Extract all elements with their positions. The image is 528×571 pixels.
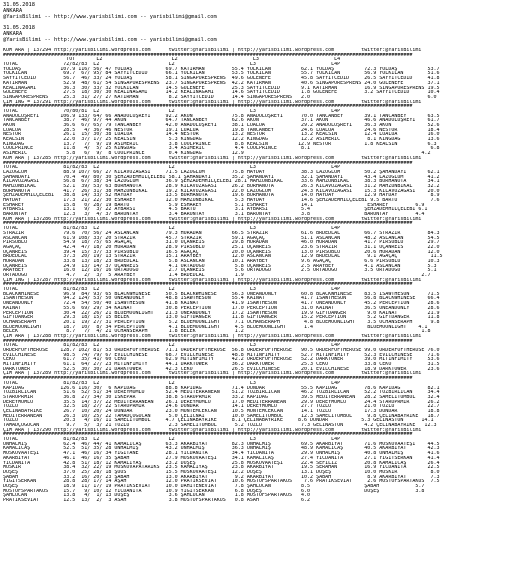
table-row: TOTAL 81/82/83 L2 L2 L3 L4P — [3, 287, 341, 292]
table-row: HAYDAY 17.3 21/ 22/ 30 ESHAREY 12.0 MAHZUNBİKAL 5.3 HAYDAY 14.6 ŞEHZADEMHİLÇELEBİ 9.5 BARTU 7.6 — [3, 198, 440, 203]
race-table-cim-ara-2 — [3, 371, 525, 427]
separator-line: ######################################################################################################################################## — [3, 338, 413, 344]
table-row: TOTAL 81/82/83 L2 L2 L3 L4P — [3, 343, 341, 348]
table-row: ŞAHLUCAN 13.8 4/ 1/ 13 DÜŞEŞ 3.6 ŞAHLUCAN 1.8 MOSTOFSPARTAKUS 4.0 — [3, 493, 311, 498]
separator-line: ######################################################################################################################################## — [3, 160, 413, 166]
table-row: TOTAL 81/82/83 L2 L2 L3 L4P — [3, 437, 341, 442]
table-row: TOTAL 70/80/81 L2 L2 L3 L4P — [3, 108, 341, 114]
separator-line: ######################################################################################################################################## — [3, 282, 413, 288]
table-row: KILAVUZAĞASI 56.8 67/ 38/ 34 LAZOĞLUM 36.9 ŞEHZADEMHİLÇELEBİ 28.1 MAHZUNBİKAL 33.6 MAHZUNBİKAL 38.3 BURHANOTA 34.1 — [3, 179, 440, 184]
table-row: MOSTOFSPARTAKUS 15.7 9/ 10/ 12 YİCDANİTA 10.9 YİĞİTSERKAN 6.8 DÜŞEŞ 6.0 DÜŞEŞ 3.8 — [3, 488, 425, 494]
table-row: BRDEDLAL 37.3 20/ 19/ 13 STRAZİR 15.1 ARAYBEY 12.0 ASLANCAN 12.9 BRDEDLAL 9.1 AĞAÇAÇ 11.5 — [3, 254, 443, 259]
table-row: TOTAL 81/82/83 L2 L2 L3 L4P — [3, 380, 341, 386]
table-row: YOLKILAN 69.7 67/ 95/ 84 SAYYİTCEDİD 66.1 YOLKILAN 53.5 YOLKILAN 55.7 YOLKILAN 56.9 YOLKILAN 51.6 — [3, 71, 440, 77]
race-header-line: KUM ARA | 137285 http://yarisbilimi.wordpress.com twitter:@YarisBilimi | http://yarisbilimi.wordpress.com twitter:@YarisBilimi — [3, 155, 422, 161]
race-header-line: ÇİM ARA | 137288 http://yarisbilimi.wordpress.com twitter:@YarisBilimi | http://yarisbilimi.wordpress.com twitter:@YarisBilimi — [3, 333, 422, 339]
table-row: BURHANOTA 41.7 26/ 31/ 38 MAHZUNBİKAL 19.2 KILAVUZAĞASI 22.0 LAZOĞLUM 24.3 KILAVUZAĞASI 15.3 KILAVUZAĞASI 20.0 — [3, 188, 440, 194]
table-row: COOLPRINCE 11.8 4/ 5/ 25 KINGDAĞ 3.4 ASİMERİC 4.4 COOLPRINCE 8.1 6.8 — [3, 146, 440, 152]
table-row: ONEANDONLY 72.4 54/ 50/ 40 ISAWTHESUN 41.8 KAINAT 41.9 ISAWTHESUN 41.7 ONEANDONLY 45.2 PERCEPTION 28.6 — [3, 301, 440, 306]
table-row: MİTİNFIMITY 61.1 64/ 27/ 23 MİTİNFIMITY 44.1 DARKTOWER 36.2 DARKTOWER 25.3 CEKO 33.8 CEKO 31.5 — [3, 362, 440, 367]
table-row: ORTADOĞU 4.7 2/ 3/ 5 ARAYBEY 1.4 BRDEDLAL 1.9 2.7 — [3, 273, 431, 278]
table-row: DÜŞEŞ 37.0 25/ 28/ 18 ŞUUS 15.5 MOSKOVAATEŞİ 12.2 DÜŞEŞ 13.1 DÜŞEŞ 10.0 MUSKİR 8.0 — [3, 469, 440, 475]
table-row: AĞAÇAÇ 42.4 47/ 18/ 20 HURADAN 28.9 PİRSUBLU 25.1 UÇANREİS 23.6 STRAZİR 31.1 UÇANREİS 22.0 — [3, 244, 440, 250]
table-row: TOZBİRLİCAN 51.6 52/ 51/ 34 DEREYMUMLU 52.4 MEDİTERRANEAN 51.2 TOZBİRLİCAN 46.2 TOZBİRLİCAN 52.2 TOZBİRLİCAN 34.4 — [3, 390, 440, 395]
race-header-line: ÇİM İNG | 137287 http://yarisbilimi.wordpress.com twitter:@YarisBilimi | http://yarisbilimi.wordpress.com twitter:@YarisBilimi — [3, 277, 422, 283]
separator-line: ######################################################################################################################################## — [3, 432, 413, 438]
table-row: EVILCHİNESE 98.5 74/ 79/ 67 EVILCHİNESE 68.7 EVILCHİNESE 48.8 MİTİNFIMITY 52.7 MİTİNFIMITY 52.3 EVILCHİNESE 71.6 — [3, 352, 440, 358]
table-row: CEKO 61.7 35/ 41/ 60 CEKO 62.9 MİTİNFIMITY 42.2 ORDERFOFTHEROSE 52.2 DARKTOWER 39.0 MİTİNFIMITY 53.6 — [3, 357, 440, 363]
table-row: ANADOLUŞREYİ 106.9 133/ 64/ 66 ANADOLUŞREYİ 92.2 AKON 75.8 ANADOLUŞREYİ 70.0 TANCANBEY 39.1 TANCANBEY 63.5 — [3, 113, 440, 119]
separator-line: ######################################################################################################################################## — [3, 376, 413, 381]
separator-line: ######################################################################################################################################## — [3, 104, 413, 109]
table-row: KAMALICAŞ 52.5 51/ 35/ 28 ÜNHALMIŞ 43.2 ÜNHALMIŞ 36.3 ÜNHALMIŞ 48.9 KAMALICAŞ 40.5 AKARBIYAT 42.3 — [3, 446, 440, 452]
table-row: TOZLU 32.5 18/ 27/ 22 STAROPRMİR 24.6 DUNDAR 14.1 DEREYMUMLU 27.7 TOZLU 21.0 TOZLU 22.7 — [3, 404, 440, 409]
separator-line: ######################################################################################################################################## — [3, 221, 413, 227]
table-row: ÇELİNABAYRIKE 26.7 10/ 20/ 24 DUNDAR 23.0 MÜNTEMCEKCAN 10.5 MÜNTEMCEKCAN 14.1 TOZLU 17.3 DUNDAR 18.8 — [3, 408, 440, 414]
table-row: STAROPRMİR 36.8 27/ 34/ 30 İSKEPAR 38.8 STAROPRMİR 33.2 KAPIDAĞ 39.5 MEDİTERRANEAN 28.2 SAMELİTUMBUL 32.4 — [3, 394, 440, 400]
table-row: AYBARSI 13.1 9/ 3/ 22 AYBARSI 4.5 BARTU 3.1 AYBARSI 5.4 ŞEHZADEMHİLÇELEBİ 6.1 — [3, 207, 428, 213]
race-table-cim-ara-3 — [3, 428, 525, 503]
table-row: HURADAN 33.8 13/ 18/ 23 BRDEDLAL 5.8 ASLANCAN 10.1 ARAYBEY 9.6 AĞAÇAÇ 6.6 PİRSUBLU 10.3 — [3, 258, 440, 264]
separator-line: ######################################################################################################################################## — [3, 52, 413, 58]
table-row: GÜLENEFE 27.5 18/ 30/ 30 KEALINAGAMI 14.2 KEALINAGAMI 14.6 SAYYİTCEDİD 1.8 GÜLENEFE 3.2 SAYYİTCEDİD 10.4 — [3, 90, 440, 95]
table-row: DÜŞEŞ 18.9 11/ 17/ 19 PRATİKSEVİAT 10.0 DAHİTENEVİAT 7.8 ŞAHLUCAN 8.5 ŞABAH 5.7 — [3, 483, 425, 489]
race-table-cim-ing-2 — [3, 278, 525, 334]
table-row: TOTAL 81/82/83 L2 L2 L3 L4P — [3, 165, 341, 170]
race-tables — [3, 48, 525, 503]
table-row: TOT L2 L2 L3 L4 — [3, 57, 341, 63]
table-row: AKARBIYAT 46.1 46/ 16/ 35 ŞABAH 27.9 MOSKOVAATEŞİ 34.1 KAMALICAŞ 27.4 YİCDANİTA 27.1 YİĞİTSERKAN 41.4 — [3, 455, 440, 461]
report-date: 31.05.2018 — [3, 2, 35, 8]
table-row: SİNGAPORESPRENS 25.3 31/ 27/ 27 KATIRMAN 8.2 SAYYİTCEDİD 14.4 SİNGAPORESPRENS 2.0 6.0 — [3, 94, 437, 100]
race-header-line: ÇİM ARA | 137290 http://yarisbilimi.wordpress.com twitter:@YarisBilimi | http://yarisbilimi.wordpress.com twitter:@YarisBilimi — [3, 427, 422, 433]
table-row: UÇANREİS 24.9 13/ 14/ 37 UÇANREİS 4.1 ORTADOĞU 5.8 UÇANREİS 2.5 ARAYBEY 4.1 ASLANCAN 5.3 — [3, 263, 437, 269]
race-table-kum-ara-3 — [3, 217, 525, 278]
table-row: BELEK 8.7 7/ 4/ 21 OCHANSERAPH 1.8 BELEK 1.2 1.8 — [3, 329, 431, 334]
race-table-cim-ing — [3, 100, 525, 156]
table-row: ARAYBEY 16.0 12/ 16/ 16 ORTADOĞU 2.7 UÇANREİS 5.6 ORTADOĞU 2.5 ORTADOĞU 3.5 ORTADOĞU 5.1 — [3, 268, 437, 273]
table-row: ASİMERİC 5.8 6/ 9/ 8 COOLPRINCE 0.4 KINGDAĞ 12.9 4.2 — [3, 151, 431, 156]
table-row: KEALSIN 22.0 37/ 17/ 25 KEALSIN 5.3 KINGDAĞ 12.2 KINGDAĞ 12.2 ASİMERİC 8.1 KINGDAĞ 13.6 — [3, 137, 440, 142]
table-row: TOTAL 81/82/83 L2 L2 L3 L4P — [3, 226, 341, 231]
table-row: ŞEHZADEMHİLÇELEBİ 38.8 14/ 33/ 52 HAYDAY 13.5 BURHANOTA 19.6 BURHANOTA 14.0 HAYDAY 12.9 HAYDAY 8.9 — [3, 193, 440, 198]
table-row: MEDİTERRANEAN 26.3 10/ 25/ 22 TAMADÇOĞUCAN 5.0 ÇELİCNAİ 10.0 SAMELİTUMBUL 12.3 SAMELİTUMBUL 9.8 ÇELİNABAYRIKE 18.7 — [3, 413, 440, 419]
report-date-repeat: 31.05.2018 — [3, 25, 35, 31]
table-row: TOTAL 72/82/83 L2 L2 L3 L4P — [3, 62, 341, 67]
report-contact-repeat: @YarisBilimi -- http://www.yarisbilimi.com -- yarisbilimi@gmail.com — [3, 37, 217, 43]
race-header-line: KUM ARA | 137286 http://yarisbilimi.wordpress.com twitter:@YarisBilimi | http://yarisbilimi.wordpress.com twitter:@YarisBilimi — [3, 216, 422, 222]
table-row: YİCDANİTA 42.8 51/ 18/ 12 KAMALIYAŞ 23.2 DÜŞEŞ 25.8 MOSKOVAATEŞİ 22.4 SEFİLİZ 20.8 KAMALICAŞ 26.4 — [3, 460, 440, 466]
table-row: KINGDAĞ 13.7 7/ 9/ 19 ASİMERİC 3.8 COOLPRINCE 8.8 KEALSIN 12.9 NESTOR 1.8 KEALSIN 6.3 — [3, 141, 437, 147]
table-row: ŞAHANDAYI 70.4 49/ 80/ 30 ŞEHZADEMHİLÇELEBİ 58.1 ŞAHANDAYI 35.2 ŞAHANDAYI 32.1 ŞAHANDAYI 43.4 LAZOĞLUM 41.2 — [3, 174, 440, 180]
table-row: KAPIDAĞ 126.6 116/ 30/ 6 KAPIDAĞ 88.8 KAPIDAĞ 71.4 DUNDAR 55.5 KAPIDAĞ 78.6 KAPIDAĞ 82.1 — [3, 385, 440, 391]
race-header-line: ÇİM İNG = 137291 http://yarisbilimi.wordpress.com twitter:@YarisBilimi | http://yarisbilimi.wordpress.com twitter:@YarisBilimi — [3, 99, 422, 105]
table-row: LUALUA 28.5 4/ 36/ 46 NESTOR 19.1 LUALUA 19.8 TANCANBEY 24.6 LUALUA 24.6 NESTOR 18.4 — [3, 127, 440, 133]
race-table-cim-ara — [3, 334, 525, 372]
race-table-kum-ara-2 — [3, 156, 525, 217]
table-row: ÜNHALMIŞ 62.4 46/ 44/ 41 KAMALICAŞ 63.3 AKARBIYAT 82.3 ÜNHALMIŞ 69.5 AKARBIYAT 71.6 MOSKOVAATEŞİ 44.5 — [3, 441, 440, 447]
table-row: AKON 36.6 67/ 65/ 79 TANCANBEY 42.0 ANADOLUŞREYİ 38.1 LUALUA 29.2 ANADOLUŞREYİ 36.3 AKON 52.6 — [3, 123, 440, 128]
table-row: TOZLU 20.3 4/ 16/ 11 SAMELİTUMBUL 4.7 ÇELİNABAYRIKE 8.1 ÇELİNABAYRIKE 8.6 DUNDAR 5.3 GELİNASTON 14.1 — [3, 418, 434, 423]
report-city-repeat: ANKARA — [3, 31, 23, 37]
table-row: STRAZİR 79.6 70/ 56/ 24 ASLANCAN 79.3 HURADAN 66.5 STRAZİR 61.6 BRDEDLAL 66.7 STRAZİR 84.3 — [3, 230, 440, 236]
table-row: LAZOĞLUM 88.9 107/ 66/ 27 KILAVUZAĞASI 71.5 LAZOĞLUM 75.8 HAYDAY 38.3 LAZOĞLUM 50.2 ŞAHANDAYI 62.1 — [3, 169, 440, 175]
table-row: SAYYİTCEDİD 56.7 46/ 33/ 24 YOLDAŞ 58.1 SİNGAPORESPRENS 49.6 GÜLENEFE 45.8 SAYYİTCEDİD 26.5 SAYYİTCEDİD 41.8 — [3, 76, 440, 81]
table-row: DARKTOWER 52.5 30/ 30/ 21 DARKTOWER 42.3 CEKO 26.5 EVILCHİNESE 20.1 EVILCHİNESE 18.9 DARKTOWER 23.6 — [3, 366, 440, 372]
table-row: TAMADÇOĞUCAN 9.7 5/ 3/ 21 TOZLU 2.3 SAMELİTUMBUL 5.2 TOZLU 7.3 GELİNASTON 4.2 ÇELİNABAYRIKE 12.3 — [3, 423, 437, 428]
table-row: ŞABAH 33.2 16/ 20/ 23 ŞABAH 13.0 AKARBIYAT 9.2 AKARBIYAT 10.2 ŞABAH 8.9 AKARBIYAT 7.3 — [3, 474, 440, 480]
race-table-kum-ara — [3, 48, 525, 100]
table-row: OCHANSERAPH 20.1 19/ 27/ 31 PERCEPTION 5.2 BLUEMOONLIGHT 7.1 OCHANSERAPH 4.8 BLUEMOONLIGHT 3.5 OCHANSERAPH 9.8 — [3, 319, 440, 325]
table-row: BARONTAY 12.3 3/ 4/ 37 BARONTAY 3.4 BARONTAY 3.1 BARONTAY 3.8 BARONTAY 4.4 — [3, 212, 425, 217]
table-row: YİĞİTSERKAN 28.8 28/ 17/ 14 AŞAH 12.0 PRATİKSEVİAT 10.6 MOSTOFSPARTAKUS 7.6 PRATİKSEVİAT 2.6 MOSTOFSPARTAKUS 7.5 — [3, 479, 440, 484]
table-row: MOSKOVAATEŞİ 47.1 46/ 16/ 34 YİĞİTANE 28.1 YİCDANİTA 34.4 YİCDANİTA 29.9 ÜNHALMIŞ 40.8 ÜNHALMIŞ 41.6 — [3, 451, 440, 456]
table-row: BLACKWHINESE 96.9 84/ 93/ 65 BLACKWHINESE 50.5 BLACKWHINESE 56.3 ONEANDONLY 60.8 BLACKWHINESE 83.5 ISAWTHESUN 71.5 — [3, 291, 440, 297]
table-row: ESHAREY 15.8 0/ 28/ 19 BARTU 5.9 ESHAREY 5.1 ESHAREY 14.1 ESHAREY 6.9 — [3, 202, 425, 208]
table-row: ISAWTHESUN 94.2 124/ 53/ 50 ONEANDONLY 48.8 ISAWTHESUN 55.4 KAINAT 41.7 ISAWTHESUN 56.8 BLACKWHINESE 66.4 — [3, 296, 440, 302]
table-row: PRATİKSEVİAT 12.5 13/ 2/ 3 ASAH 3.8 MOSTOFSPARTAKUS 0.8 ASAH 6.2 — [3, 498, 311, 503]
table-row: KEALINAGAMI 36.3 30/ 33/ 32 YOLKILAN 14.5 GÜLENEFE 25.3 SAYYİTCEDİD 9.1 KATIRMAN 16.9 SİNGAPORESPRENS 19.5 — [3, 85, 440, 91]
table-row: MUSKİR 38.4 32/ 22/ 19 MOSKOVAPATARİKS 23.5 KAMALIYAŞ 23.8 AKARBIYAT 19.5 SERAHAN 16.9 YİCDANİTA 22.5 — [3, 465, 440, 470]
table-row: YOLDAŞ 107.9 116/ 56/ 47 YOLDAŞ 69.7 KATIRMAN 55.4 YOLKILAN 62.1 YOLDAŞ 72.3 YOLDAŞ 53.7 — [3, 66, 440, 72]
table-row: PERCEPTION 30.4 22/ 26/ 21 BLUEMOONLIGHT 21.3 ONEANDONLY 17.2 ISAWTHESUN 19.9 GIFTDANGER 9.0 KAINAT 21.9 — [3, 310, 440, 316]
table-row: ASLANCAN 61.9 108/ 33/ 20 STRAZİR 45.7 STRAZİR 59.1 AĞAÇAÇ 51.1 ASLANCAN 48.2 ASLANCAN 54.5 — [3, 235, 440, 241]
table-row: PİRSUBLU 54.9 18/ 75/ 65 AĞAÇAÇ 31.0 UÇANREİS 29.8 HURADAN 46.0 HURADAN 41.7 PİRSUBLU 29.7 — [3, 240, 440, 245]
table-row: DEREYMUMLU 35.5 14/ 37/ 22 MEDİTERRANEAN 26.1 DEREYMUMLU 17.0 MEDİTERRANEAN 29.9 DEREYMUMLU 24.4 STAROPRMİR 26.2 — [3, 399, 440, 405]
table-row: KAINAT 55.6 69/ 29/ 34 KAINAT 30.8 PERCEPTION 17.0 PERCEPTION 31.0 KAINAT 36.5 ONEANDONLY 28.6 — [3, 305, 440, 311]
table-row: GIFTDANGER 29.3 18/ 15/ 15 BELEK 13.0 GIFTDANGER 11.8 GIFTDANGER 15.2 PERCEPTION 5.2 GIFTDANGER 11.8 — [3, 315, 440, 320]
table-row: MAHZUNBİKAL 52.1 39/ 53/ 63 BURHANOTA 28.9 KILAVUZAĞASI 26.2 BURHANOTA 26.3 KILAVUZAĞASI 31.2 MAHZUNBİKAL 32.2 — [3, 183, 440, 189]
table-row: NESTOR 26.1 15/ 30/ 38 LUALUA 14.4 NESTOR 13.2 NESTOR 13.2 KEALSIN 12.4 LUALUA 16.0 — [3, 132, 440, 138]
table-row: ORDERFOFTHEROSE 128.7 102/ 81/ 53 ORDERFOFTHEROSE 71.1 ORDERFOFTHEROSE 56.8 ORDERFOFTHEROSE 90.5 ORDERFOFTHEROSE 99.0 ORDERFOFTHEROSE 76.0 — [3, 348, 440, 353]
report-city: ANKARA — [3, 8, 23, 14]
race-header-line: KUM ARA | 137294 http://yarisbilimi.wordpress.com twitter:@YarisBilimi | http://yarisbilimi.wordpress.com twitter:@YarisBilimi — [3, 48, 422, 53]
table-row: TANCANBEY 38.7 46/ 97/ 44 AKON 64.7 TANCANBEY 62.6 AKON 37.1 AKON 46.6 ANADOLUŞREYİ 61.7 — [3, 118, 440, 123]
table-row: KATIRMAN 52.9 48/ 61/ 54 SİNGAPORESPRENS 23.7 SİNGAPORESPRENS 42.2 KATIRMAN 40.6 SİNGAPORESPRENS 24.0 GÜLENEFE 37.1 — [3, 80, 440, 86]
race-header-line: ÇİM ARA | 137289 http://yarisbilimi.wordpress.com twitter:@YarisBilimi | http://yarisbilimi.wordpress.com twitter:@YarisBilimi — [3, 371, 422, 377]
table-row: UÇANREİS 39.4 15/ 37/ 33 PİRSUBLU 16.5 AĞAÇAÇ 20.0 UÇANREİS 13.0 PİRSUBLU 20.6 HURADAN 12.0 — [3, 249, 440, 255]
table-row: BLUEMOONLIGHT 18.7 10/ 8/ 34 PERCEPTION 4.1 BLUEMOONLIGHT 4.5 BLUEMOONLIGHT 1.4 BLUEMOONLIGHT 4.1 — [3, 324, 428, 330]
report-contact: @YarisBilimi -- http://www.yarisbilimi.com -- yarisbilimi@gmail.com — [3, 14, 217, 20]
